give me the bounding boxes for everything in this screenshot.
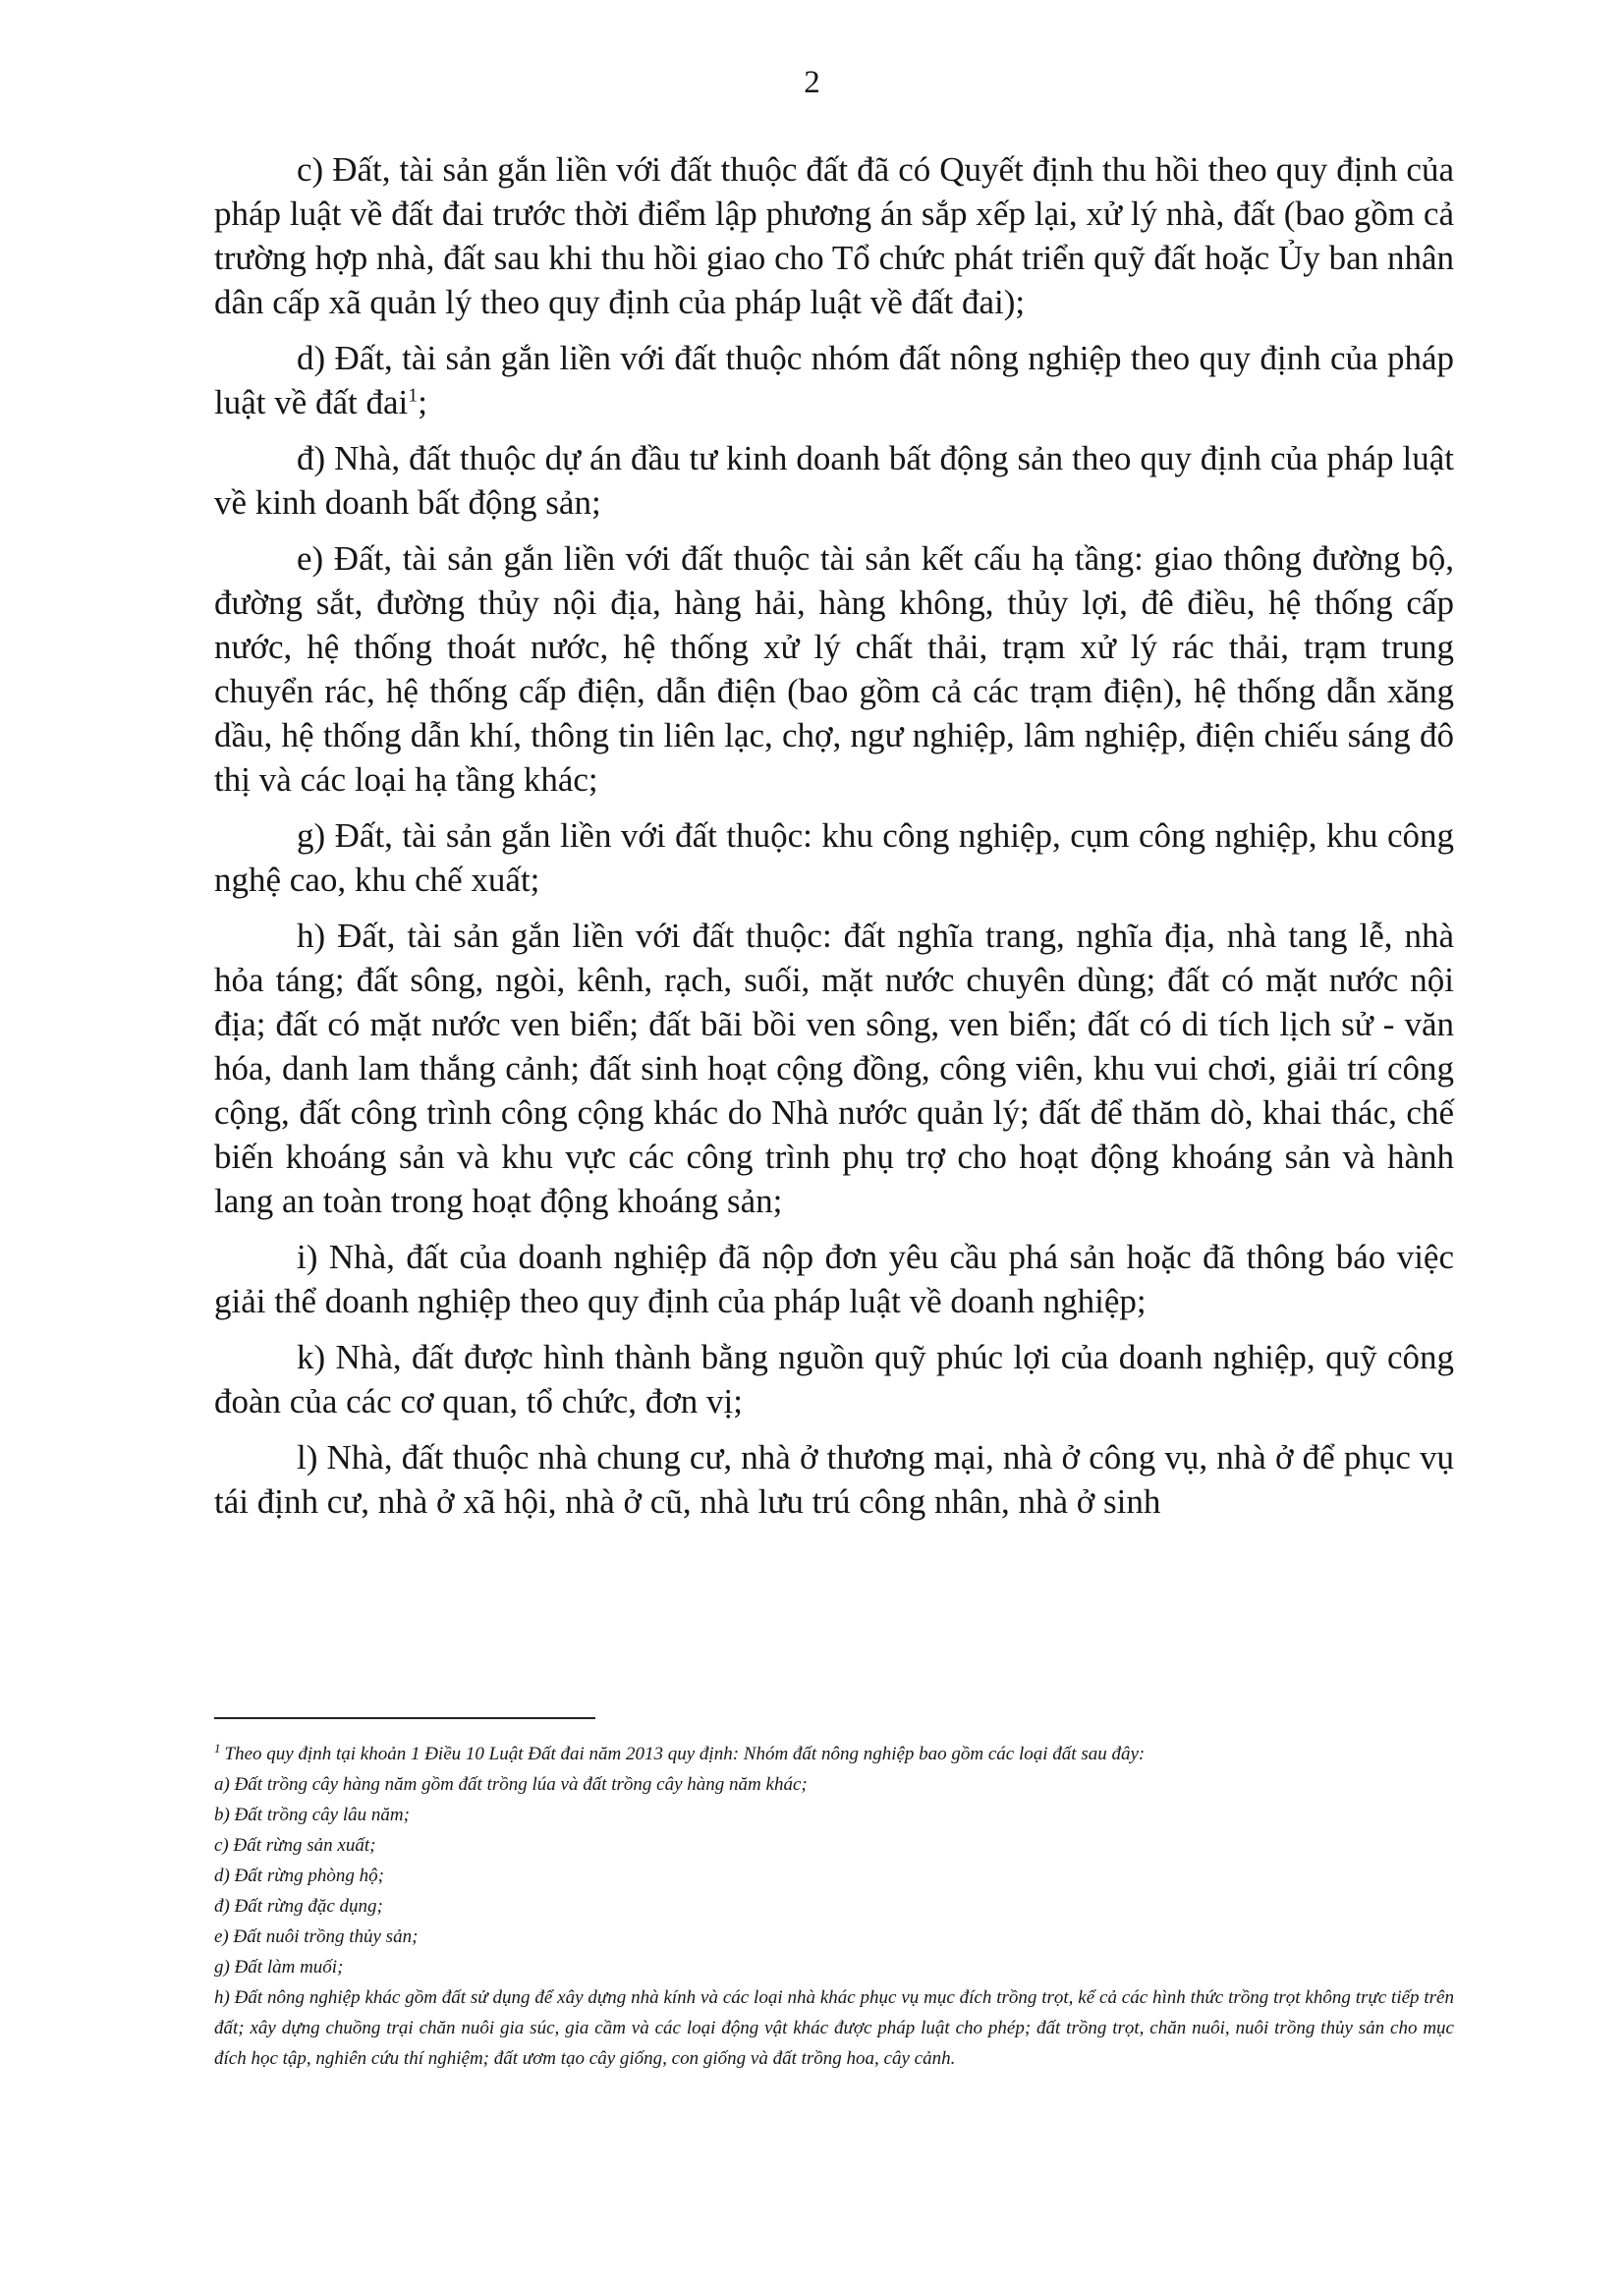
footnote-reference[interactable]: 1 [408,384,419,407]
footnote-line: h) Đất nông nghiệp khác gồm đất sử dụng để xây dựng nhà kính và các loại nhà khác phục vụ mục đích trồng trọt, kể cả các hình thức trồng trọt không trực tiếp trên đất; xây dựng chuồng trại chăn nuôi gia súc, gia cầm và các loại động vật khác được pháp luật cho phép; đất trồng trọt, chăn nuôi, nuôi trồng thủy sản cho mục đích học tập, nghiên cứu thí nghiệm; đất ươm tạo cây giống, con giống và đất trồng hoa, cây cảnh. [214,1987,1454,2069]
footnote-line: e) Đất nuôi trồng thủy sản; [214,1926,419,1947]
paragraph-h [214,914,1454,1223]
paragraph-text: g) Đất, tài sản gắn liền với đất thuộc: khu công nghiệp, cụm công nghiệp, khu công nghệ cao, khu chế xuất; [214,816,1454,899]
page-number: 2 [804,65,820,100]
paragraph-l [214,1435,1454,1524]
paragraph-dd [214,436,1454,525]
paragraph-g [214,813,1454,902]
footnote-line: c) Đất rừng sản xuất; [214,1835,376,1856]
paragraph-k [214,1335,1454,1423]
footnote-text: Theo quy định tại khoản 1 Điều 10 Luật Đất đai năm 2013 quy định: Nhóm đất nông nghiệp bao gồm các loại đất sau đây: [224,1744,1146,1764]
paragraph-text: h) Đất, tài sản gắn liền với đất thuộc: đất nghĩa trang, nghĩa địa, nhà tang lễ, nhà hỏa táng; đất sông, ngòi, kênh, rạch, suối, mặt nước chuyên dùng; đất có mặt nước nội địa; đất có mặt nước ven biển; đất bãi bồi ven sông, ven biển; đất có di tích lịch sử - văn hóa, danh lam thắng cảnh; đất sinh hoạt cộng đồng, công viên, khu vui chơi, giải trí công cộng, đất công trình công cộng khác do Nhà nước quản lý; đất để thăm dò, khai thác, chế biến khoáng sản và khu vực các công trình phụ trợ cho hoạt động khoáng sản và hành lang an toàn trong hoạt động khoáng sản; [214,917,1454,1220]
paragraph-d [214,336,1454,424]
footnote-divider [214,1717,595,1719]
paragraph-c [214,147,1454,324]
paragraph-text: c) Đất, tài sản gắn liền với đất thuộc đất đã có Quyết định thu hồi theo quy định của pháp luật về đất đai trước thời điểm lập phương án sắp xếp lại, xử lý nhà, đất (bao gồm cả trường hợp nhà, đất sau khi thu hồi giao cho Tổ chức phát triển quỹ đất hoặc Ủy ban nhân dân cấp xã quản lý theo quy định của pháp luật về đất đai); [214,150,1454,321]
footnote-line: d) Đất rừng phòng hộ; [214,1866,384,1886]
document-body [214,147,1454,1535]
footnote-line: g) Đất làm muối; [214,1957,344,1978]
footnote-marker: 1 [214,1740,221,1756]
footnotes [214,1739,1454,2074]
paragraph-text: đ) Nhà, đất thuộc dự án đầu tư kinh doanh bất động sản theo quy định của pháp luật về kinh doanh bất động sản; [214,439,1454,522]
paragraph-text: k) Nhà, đất được hình thành bằng nguồn quỹ phúc lợi của doanh nghiệp, quỹ công đoàn của các cơ quan, tổ chức, đơn vị; [214,1338,1454,1421]
paragraph-text: d) Đất, tài sản gắn liền với đất thuộc nhóm đất nông nghiệp theo quy định của pháp luật về đất đai [214,339,1454,421]
footnote-line: a) Đất trồng cây hàng năm gồm đất trồng lúa và đất trồng cây hàng năm khác; [214,1774,808,1795]
paragraph-text-tail: ; [418,383,428,421]
paragraph-e [214,536,1454,802]
footnote-line: b) Đất trồng cây lâu năm; [214,1805,410,1825]
paragraph-i [214,1235,1454,1323]
footnote-line: đ) Đất rừng đặc dụng; [214,1896,383,1917]
paragraph-text: l) Nhà, đất thuộc nhà chung cư, nhà ở thương mại, nhà ở công vụ, nhà ở để phục vụ tái định cư, nhà ở xã hội, nhà ở cũ, nhà lưu trú công nhân, nhà ở sinh [214,1438,1454,1521]
footnote-line [214,1739,1454,1769]
paragraph-text: i) Nhà, đất của doanh nghiệp đã nộp đơn yêu cầu phá sản hoặc đã thông báo việc giải thể doanh nghiệp theo quy định của pháp luật về doanh nghiệp; [214,1238,1454,1320]
paragraph-text: e) Đất, tài sản gắn liền với đất thuộc tài sản kết cấu hạ tầng: giao thông đường bộ, đường sắt, đường thủy nội địa, hàng hải, hàng không, thủy lợi, đê điều, hệ thống cấp nước, hệ thống thoát nước, hệ thống xử lý chất thải, trạm xử lý rác thải, trạm trung chuyển rác, hệ thống cấp điện, dẫn điện (bao gồm cả các trạm điện), hệ thống dẫn xăng dầu, hệ thống dẫn khí, thông tin liên lạc, chợ, ngư nghiệp, lâm nghiệp, điện chiếu sáng đô thị và các loại hạ tầng khác; [214,539,1454,799]
